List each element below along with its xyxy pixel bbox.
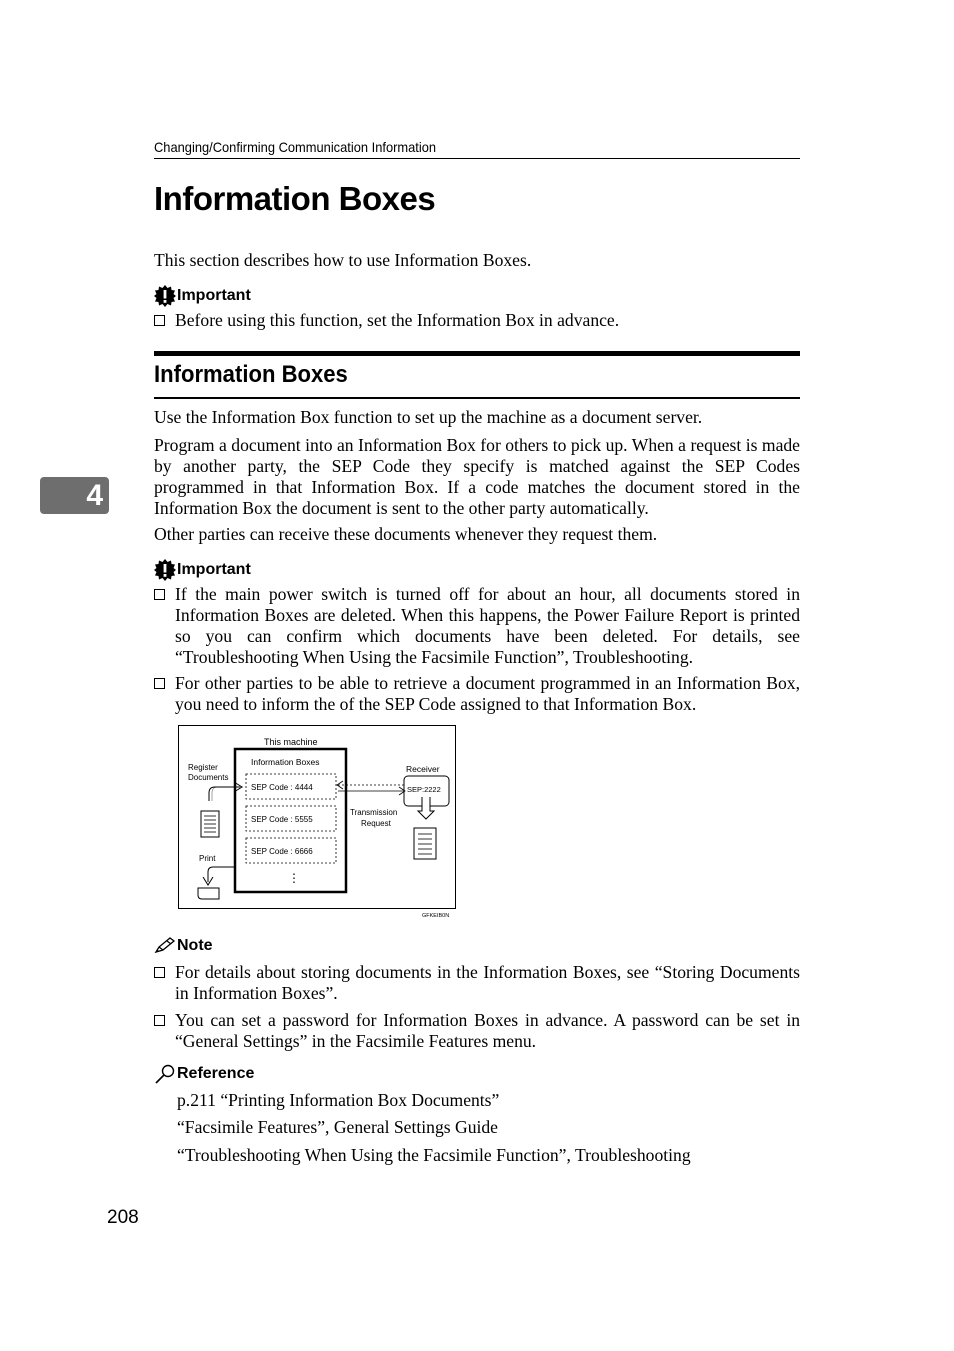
checkbox-bullet-icon (154, 967, 165, 978)
page-title: Information Boxes (154, 180, 436, 217)
register-label: Documents (188, 773, 229, 782)
magnifier-icon (154, 1063, 176, 1085)
print-arrow (203, 867, 235, 885)
receiver-label: Receiver (406, 764, 440, 774)
information-box-diagram (178, 725, 458, 920)
receiver-down-arrow (418, 797, 434, 819)
chapter-tab: 4 (40, 477, 109, 514)
running-header: Changing/Confirming Communication Information (154, 139, 437, 155)
register-label: Register (188, 763, 218, 772)
register-arrow (209, 782, 242, 801)
note-item-text: You can set a password for Information Boxes in advance. A password can be set in “General Settings” in the Facsimile Features menu. (175, 1010, 800, 1051)
checkbox-bullet-icon (154, 678, 165, 689)
note-item-text: For details about storing documents in the Information Boxes, see “Storing Documents in Information Boxes”. (175, 962, 800, 1003)
sep-code-label: SEP Code : 4444 (251, 783, 313, 792)
transmission-label: Request (361, 819, 391, 828)
section-rule-bottom (154, 397, 800, 399)
section-paragraph: Use the Information Box function to set up the machine as a document server. (154, 407, 703, 427)
important-2-item (154, 584, 800, 668)
section-heading: Information Boxes (154, 361, 348, 388)
reference-label (154, 1063, 254, 1085)
header-rule (154, 158, 800, 159)
section-rule-top (154, 351, 800, 356)
important-icon (154, 285, 176, 307)
receiver-sep-label: SEP:2222 (407, 785, 441, 794)
important-2-item-text: For other parties to be able to retrieve a document programmed in an Information Box, you need to inform the of the SEP Code assigned to that Information Box. (175, 673, 800, 714)
checkbox-bullet-icon (154, 589, 165, 600)
reference-item: “Facsimile Features”, General Settings Guide (177, 1117, 498, 1137)
document-icon (414, 828, 436, 859)
print-label: Print (199, 854, 216, 863)
note-label (154, 937, 213, 955)
important-label-1 (154, 285, 251, 307)
important-2-item (154, 673, 800, 715)
page-number: 208 (107, 1207, 139, 1228)
checkbox-bullet-icon (154, 315, 165, 326)
important-1-item-text: Before using this function, set the Information Box in advance. (175, 310, 620, 330)
note-item (154, 962, 800, 1004)
sep-code-label: SEP Code : 6666 (251, 847, 313, 856)
pencil-icon (154, 937, 176, 955)
important-label-text: Important (177, 287, 251, 304)
important-icon (154, 559, 176, 581)
section-paragraph: Other parties can receive these documents whenever they request them. (154, 524, 658, 544)
info-boxes-label: Information Boxes (251, 757, 320, 767)
important-2-item-text: If the main power switch is turned off for about an hour, all documents stored in Information Boxes are deleted. When this happens, the Power Failure Report is printed so you can confirm which documents have been deleted. For details, see “Troubleshooting When Using the Facsimile Function”, Troubleshooting. (175, 584, 800, 667)
paper-output-icon (198, 888, 219, 899)
figure-code: GFKEIB0N (422, 913, 450, 919)
transmission-label: Transmission (350, 808, 398, 817)
section-paragraph: Program a document into an Information Box for others to pick up. When a request is made by another party, the SEP Code they specify is matched against the SEP Codes programmed in that Information Box. If a code matches the document stored in the Information Box the document is sent to the other party automatically. (154, 435, 800, 518)
reference-item: “Troubleshooting When Using the Facsimile Function”, Troubleshooting (177, 1145, 691, 1165)
important-label-text: Important (177, 561, 251, 578)
checkbox-bullet-icon (154, 1015, 165, 1026)
note-item (154, 1010, 800, 1052)
note-label-text: Note (177, 937, 213, 954)
intro-text: This section describes how to use Information Boxes. (154, 250, 532, 270)
this-machine-label: This machine (264, 737, 318, 747)
ellipsis-label: ⋮ (288, 871, 300, 885)
document-icon (201, 811, 219, 837)
reference-item: p.211 “Printing Information Box Documents” (177, 1090, 500, 1110)
reference-label-text: Reference (177, 1065, 255, 1082)
diagram-frame (179, 726, 456, 909)
sep-code-label: SEP Code : 5555 (251, 815, 313, 824)
important-label-2 (154, 559, 251, 581)
important-1-item (154, 310, 800, 331)
